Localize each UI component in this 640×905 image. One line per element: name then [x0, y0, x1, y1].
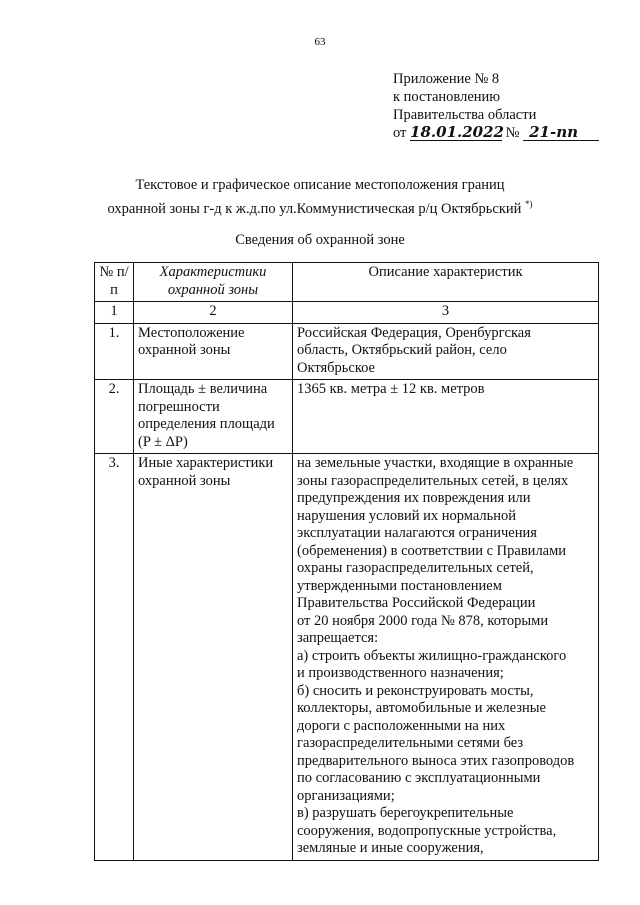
appendix-ref-line: к постановлению — [393, 89, 501, 105]
row-number: 3. — [95, 454, 134, 861]
description-line: от 20 ноября 2000 года № 878, которыми — [297, 612, 549, 629]
column-number-row — [95, 302, 599, 324]
description-line: предварительного выноса этих газопроводов — [297, 752, 575, 769]
description-line: область, Октябрьский район, село — [297, 342, 507, 358]
row-number: 2. — [95, 380, 134, 454]
description-line: Октябрьское — [297, 359, 375, 376]
column-number-3: 3 — [293, 302, 599, 324]
table-row — [95, 454, 599, 861]
description-line: охраны газораспределительных сетей, — [297, 560, 534, 576]
description-line: земляные и иные сооружения, — [297, 840, 484, 856]
header-col-number: № п/п — [95, 263, 134, 302]
description-line: (обременения) в соответствии с Правилами — [297, 542, 567, 559]
column-number-2: 2 — [134, 302, 293, 324]
row-description — [293, 380, 599, 454]
title-line-1: Текстовое и графическое описание местоположения границ — [135, 177, 505, 193]
header-col-characteristic-text: Характеристики охранной зоны — [159, 264, 267, 298]
appendix-block — [393, 70, 599, 142]
description-line: и производственного назначения; — [297, 665, 504, 681]
column-number-1: 1 — [95, 302, 134, 324]
section-subtitle: Сведения об охранной зоне — [235, 232, 405, 248]
table-header-row — [95, 263, 599, 302]
description-line: запрещается: — [297, 630, 379, 646]
description-line: Российская Федерация, Оренбургская — [297, 324, 531, 341]
date-prefix: от — [393, 125, 407, 141]
document-title — [0, 176, 640, 219]
description-line: по согласованию с эксплуатационными — [297, 770, 541, 786]
description-line: а) строить объекты жилищно-гражданского — [297, 647, 567, 664]
appendix-date-line — [393, 124, 599, 142]
description-line: сооружения, водопропускные устройства, — [297, 822, 557, 839]
description-line: утвержденными постановлением — [297, 577, 502, 594]
description-line: б) сносить и реконструировать мосты, — [297, 682, 534, 699]
table-row — [95, 380, 599, 454]
description-line: Правительства Российской Федерации — [297, 595, 536, 611]
row-description — [293, 454, 599, 861]
description-line: коллекторы, автомобильные и железные — [297, 700, 546, 716]
title-line-2 — [0, 195, 640, 219]
description-line: на земельные участки, входящие в охранные — [297, 455, 574, 471]
description-line: газораспределительными сетями без — [297, 735, 524, 751]
number-prefix: № — [505, 125, 520, 141]
description-line: 1365 кв. метра ± 12 кв. метров — [297, 381, 485, 397]
protection-zone-table — [94, 262, 599, 861]
row-characteristic: Иные характеристики охранной зоны — [134, 454, 293, 861]
description-line: в) разрушать берегоукрепительные — [297, 805, 514, 821]
description-line: организациями; — [297, 787, 395, 804]
description-line: зоны газораспределительных сетей, в целях — [297, 472, 569, 489]
handwritten-date: 18.01.2022 — [410, 123, 504, 141]
row-characteristic: Местоположение охранной зоны — [134, 323, 293, 380]
handwritten-number: 21-пп — [523, 125, 599, 141]
description-line: нарушения условий их нормальной — [297, 507, 517, 524]
row-number: 1. — [95, 323, 134, 380]
header-col-characteristic — [134, 263, 293, 302]
description-line: предупреждения их повреждения или — [297, 490, 531, 506]
page-number: 63 — [314, 36, 326, 48]
appendix-title: Приложение № 8 — [393, 71, 500, 87]
table-row — [95, 323, 599, 380]
row-characteristic: Площадь ± величина погрешности определения площади (P ± ΔP) — [134, 380, 293, 454]
footnote-mark: *) — [525, 199, 533, 209]
row-description — [293, 323, 599, 380]
header-col-description: Описание характеристик — [293, 263, 599, 302]
description-line: эксплуатации налагаются ограничения — [297, 525, 537, 541]
title-line-2-text: охранной зоны г-д к ж.д.по ул.Коммунистическая р/ц Октябрьский — [107, 200, 522, 217]
description-line: дороги с расположенными на них — [297, 717, 506, 734]
appendix-authority: Правительства области — [393, 107, 537, 123]
